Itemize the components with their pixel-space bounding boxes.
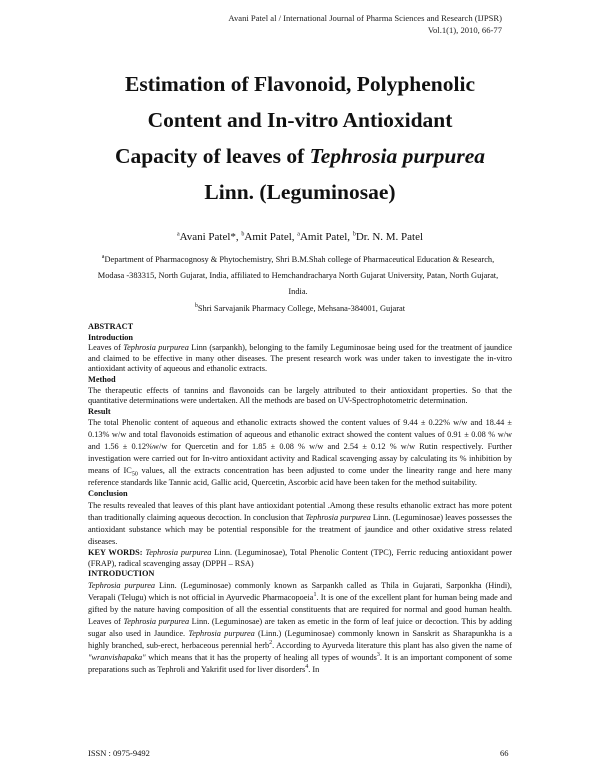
abstract-result-text	[88, 417, 512, 489]
paper-title	[40, 66, 560, 210]
abstract-conclusion-post: Linn. (Leguminosae) leaves possesses the antioxidant substance which may be potential responsible for the treatment of jaundice and other oxidative stress related diseases.	[88, 512, 512, 546]
intro-sentence-3: Linn. (Leguminosae) are taken as emetic in the form of leaf juice or decoction. This by adding sugar also used in Jaundice.	[88, 616, 512, 638]
title-species-name: Tephrosia purpurea	[309, 144, 486, 168]
intro-sanskrit-term: "wranvishapaka"	[88, 652, 146, 662]
abstract-heading: ABSTRACT	[88, 322, 134, 331]
citation-2: 2	[269, 639, 273, 646]
citation-1: 1	[313, 591, 317, 598]
intro-sentence-1: Linn. (Leguminosae) commonly known as Sarpankh called as Thila in Gujarati, Sarponkha (Hindi), Verapali (Telugu) which is not official in Ayurvedic Pharmacopoeia	[88, 580, 513, 602]
intro-species-1: Tephrosia purpurea	[88, 580, 156, 590]
title-line-3-plain: Capacity of leaves of	[114, 144, 310, 168]
keywords-text: Linn. (Leguminosae), Total Phenolic Content (TPC), Ferric reducing antioxidant power (FRAP), radical scavenging assay (DPPH – RSA)	[88, 547, 513, 568]
introduction-text	[88, 580, 512, 676]
keywords	[88, 548, 512, 569]
intro-species-2: Tephrosia purpurea	[123, 616, 190, 626]
intro-sentence-7: . It is an important component of some preparations such as Tephroli and Yakrifit used for liver disorders	[88, 652, 513, 674]
title-line-1: Estimation of Flavonoid, Polyphenolic	[124, 72, 475, 96]
affiliation-a-marker: a	[101, 254, 105, 261]
affiliation-b-text: Shri Sarvajanik Pharmacy College, Mehsana-384001, Gujarat	[197, 304, 406, 313]
abstract-intro-pre: Leaves of	[88, 343, 124, 353]
abstract-result-heading: Result	[88, 406, 111, 416]
abstract-conclusion-species: Tephrosia purpurea	[305, 512, 371, 522]
keywords-species: Tephrosia purpurea	[145, 547, 212, 557]
abstract-method-text: The therapeutic effects of tannins and flavonoids can be largely attributed to their antioxidant properties. So that the quantitative determinations were undertaken. All the methods are based on UV-Spectrophotometric determination.	[88, 385, 512, 406]
footer-page-number: 66	[500, 748, 509, 758]
author-list	[0, 231, 600, 243]
author-4-affil: b	[352, 231, 356, 238]
header-volume-line: Vol.1(1), 2010, 66-77	[427, 25, 502, 35]
intro-species-3: Tephrosia purpurea	[188, 628, 255, 638]
abstract-intro-text	[88, 343, 512, 375]
header-journal-line: Avani Patel al / International Journal of Pharma Sciences and Research (IJPSR)	[228, 13, 502, 23]
abstract-conclusion-pre: The results revealed that leaves of this plant have antioxidant potential .Among these results ethanolic extract has more potent than traditionally claiming aqueous decoction. In conclusion that	[88, 500, 512, 522]
abstract-result-post: values, all the extracts concentration has been adjusted to come under the linearity range and here many reference standards like Tannic acid, Gallic acid, Quercetin, Ascorbic acid have been taken for the method suitability.	[88, 466, 512, 488]
author-2-affil: b	[241, 231, 245, 238]
author-1: Avani Patel*,	[179, 231, 242, 243]
author-1-affil: a	[176, 231, 180, 238]
citation-3: 3	[376, 651, 380, 658]
abstract-conclusion-heading: Conclusion	[88, 489, 128, 499]
keywords-label: KEY WORDS:	[88, 547, 146, 557]
affiliation-a	[88, 252, 508, 300]
author-2: Amit Patel,	[244, 231, 298, 243]
intro-sentence-4: (Linn.) (Leguminosae) commonly known in Sanskrit as Sharapunkha is a highly branched, sub-erect, herbaceous perennial herb	[88, 628, 512, 650]
author-3: Amit Patel,	[299, 231, 353, 243]
abstract-intro-heading: Introduction	[88, 332, 134, 342]
intro-sentence-2: . It is one of the excellent plant for human being made and gifted by the nature having composition of all the essential constituents that are required for normal and good human health. Leaves of	[88, 592, 513, 626]
intro-sentence-6: which means that it has the property of healing all types of wounds	[145, 652, 377, 662]
affiliation-b	[0, 304, 600, 313]
footer-issn: ISSN : 0975-9492	[88, 748, 150, 758]
abstract-intro-post: Linn (sarpankh), belonging to the family Leguminosae being used for the treatment of jaundice and claimed to be effective in many other diseases. The present research work was under taken to investigate the in-vitro antioxidant activity of aqueous and ethanolic extracts.	[88, 343, 512, 374]
intro-sentence-5: . According to Ayurveda literature this plant has also given the name of	[272, 640, 512, 650]
affiliation-b-marker: b	[194, 303, 198, 310]
ic50-subscript: 50	[131, 472, 138, 478]
affiliation-a-text: Department of Pharmacognosy & Phytochemistry, Shri B.M.Shah college of Pharmaceutical Education & Research, Modasa -383315, North Gujarat, India, affiliated to Hemchandracharya North Gujarat University, Patan, North Gujarat, India.	[97, 255, 499, 296]
author-4: Dr. N. M. Patel	[355, 231, 424, 243]
abstract-intro-species: Tephrosia purpurea	[123, 343, 189, 353]
title-line-3	[40, 138, 560, 174]
title-line-4: Linn. (Leguminosae)	[204, 180, 396, 204]
abstract-result-pre: The total Phenolic content of aqueous and ethanolic extracts showed the content values of 9.44 ± 0.22% w/w and 18.44 ± 0.13% w/w and total flavonoids estimation of aqueous and ethanolic extract showed the content values of 0.91 ± 0.08 % w/w and 1.56 ± 0.12%w/w for Quercetin and for 1.85 ± 0.08 % w/w and 2.54 ± 0.12 % w/w Rutin respectively. Further investigation were carried out for In-vitro antioxidant activity and Radical scavenging assay by calculating its % inhibition by means of IC	[88, 418, 512, 476]
citation-4: 4	[305, 663, 309, 670]
abstract-method-heading: Method	[88, 374, 116, 384]
running-header	[228, 12, 502, 36]
introduction-heading: INTRODUCTION	[88, 569, 155, 579]
article-body	[88, 322, 512, 676]
title-line-2: Content and In-vitro Antioxidant	[147, 108, 453, 132]
author-3-affil: a	[297, 231, 300, 238]
intro-sentence-8: . In	[308, 664, 320, 674]
abstract-conclusion-text	[88, 500, 512, 548]
